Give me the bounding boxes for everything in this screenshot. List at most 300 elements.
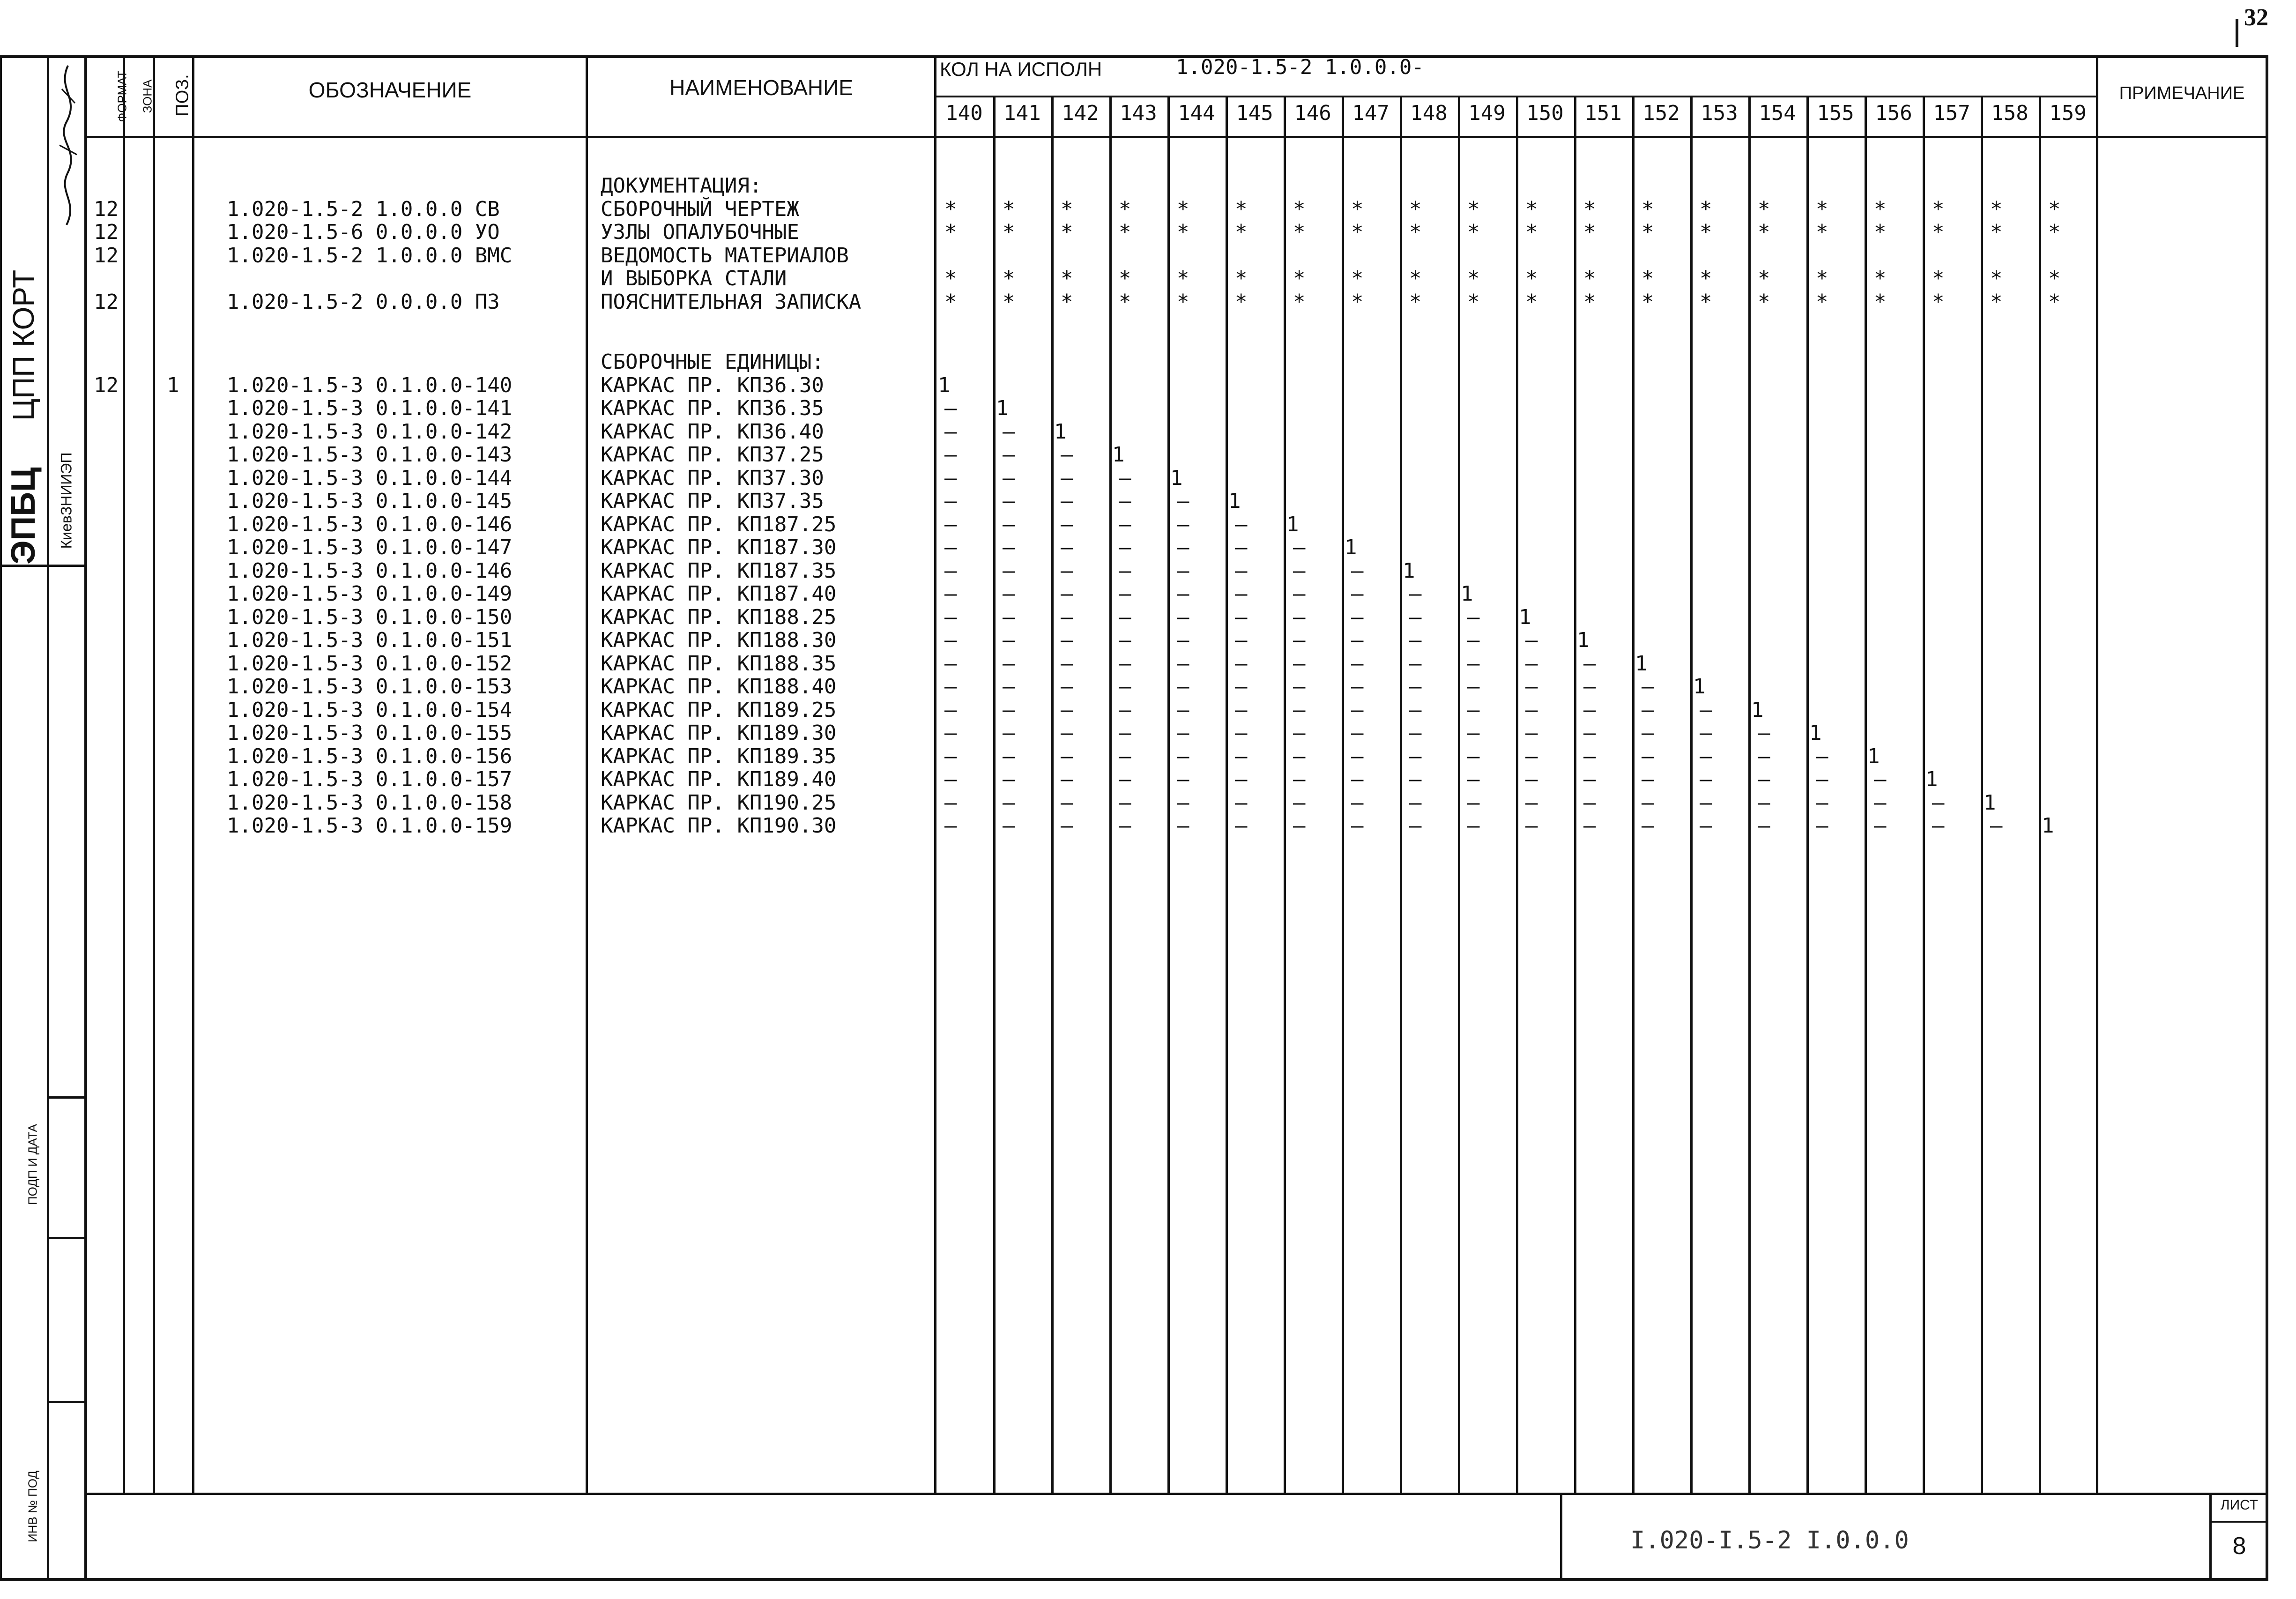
row-qty-mark: 1	[1809, 721, 1822, 745]
row-qty-mark: *	[1061, 197, 1073, 221]
row-qty-mark: *	[1583, 220, 1596, 244]
row-qty-mark: –	[1467, 698, 1480, 722]
row-qty-mark: –	[1816, 767, 1828, 792]
row-qty-mark: –	[944, 466, 957, 490]
qty-column-header: 146	[1294, 101, 1331, 125]
row-qty-mark: –	[1467, 605, 1480, 629]
row-qty-mark: –	[1293, 698, 1306, 722]
row-qty-mark: –	[1119, 790, 1131, 815]
row-qty-mark: –	[1003, 698, 1015, 722]
qty-column-header: 147	[1352, 101, 1389, 125]
row-qty-mark: *	[1932, 220, 1945, 244]
row-qty-mark: 1	[1345, 535, 1357, 560]
row-qty-mark: –	[1293, 721, 1306, 745]
header-note: ПРИМЕЧАНИЕ	[2119, 83, 2245, 103]
qty-column-header: 158	[1991, 101, 2029, 125]
row-qty-mark: –	[1177, 535, 1189, 560]
row-qty-mark: –	[1235, 767, 1248, 792]
row-qty-mark: *	[1990, 267, 2003, 290]
row-qty-mark: –	[1816, 790, 1828, 815]
row-designation: 1.020-1.5-3 0.1.0.0-147	[227, 535, 513, 560]
row-qty-mark: –	[1235, 651, 1248, 676]
row-qty-mark: *	[1990, 290, 2003, 314]
row-qty-mark: –	[1990, 814, 2003, 838]
row-qty-mark: –	[1235, 675, 1248, 699]
row-qty-mark: –	[1932, 790, 1945, 815]
row-qty-mark: –	[1235, 698, 1248, 722]
row-designation: 1.020-1.5-3 0.1.0.0-152	[227, 651, 513, 676]
qty-column-header: 150	[1526, 101, 1564, 125]
row-name: КАРКАС ПР. КП187.40	[601, 582, 837, 606]
row-name: КАРКАС ПР. КП190.25	[601, 790, 837, 815]
row-qty-mark: –	[1467, 814, 1480, 838]
qty-column-divider	[1226, 96, 1228, 1494]
row-qty-mark: 1	[1170, 466, 1183, 490]
row-qty-mark: –	[1874, 767, 1887, 792]
qty-column-header: 154	[1759, 101, 1796, 125]
row-qty-mark: –	[1003, 535, 1015, 560]
row-qty-mark: *	[1293, 197, 1306, 221]
row-name: КАРКАС ПР. КП37.35	[601, 489, 824, 513]
row-qty-mark: *	[1932, 290, 1945, 314]
row-qty-mark: –	[1003, 489, 1015, 513]
row-designation: 1.020-1.5-3 0.1.0.0-156	[227, 744, 513, 768]
row-qty-mark: –	[944, 767, 957, 792]
sheet-label: ЛИСТ	[2220, 1497, 2259, 1513]
row-qty-mark: –	[1525, 721, 1538, 745]
qty-column-header: 159	[2049, 101, 2087, 125]
row-qty-mark: 1	[1112, 443, 1125, 467]
row-qty-mark: –	[1119, 698, 1131, 722]
row-qty-mark: *	[1061, 220, 1073, 244]
row-qty-mark: –	[1932, 814, 1945, 838]
row-qty-mark: *	[1642, 220, 1654, 244]
row-qty-mark: –	[944, 721, 957, 745]
row-qty-mark: –	[1061, 535, 1073, 560]
row-qty-mark: –	[944, 744, 957, 768]
row-qty-mark: –	[1642, 744, 1654, 768]
row-name: КАРКАС ПР. КП188.35	[601, 651, 837, 676]
row-designation: 1.020-1.5-3 0.1.0.0-155	[227, 721, 513, 745]
row-qty-mark: –	[1642, 767, 1654, 792]
row-qty-mark: –	[1409, 744, 1422, 768]
row-qty-mark: –	[1003, 814, 1015, 838]
row-designation: 1.020-1.5-3 0.1.0.0-154	[227, 698, 513, 722]
qty-column-divider	[1923, 96, 1925, 1494]
header-qty-code: 1.020-1.5-2 1.0.0.0-	[1176, 55, 1424, 79]
row-qty-mark: –	[1409, 605, 1422, 629]
row-qty-mark: *	[1409, 220, 1422, 244]
row-qty-mark: –	[1293, 605, 1306, 629]
row-qty-mark: –	[1758, 767, 1770, 792]
row-designation: 1.020-1.5-3 0.1.0.0-149	[227, 582, 513, 606]
row-qty-mark: 1	[1461, 582, 1473, 606]
row-qty-mark: *	[1758, 197, 1770, 221]
row-qty-mark: –	[1351, 721, 1364, 745]
row-qty-mark: *	[1467, 197, 1480, 221]
row-designation: 1.020-1.5-3 0.1.0.0-142	[227, 419, 513, 444]
row-qty-mark: –	[1061, 558, 1073, 583]
row-name: КАРКАС ПР. КП187.30	[601, 535, 837, 560]
row-qty-mark: –	[1177, 767, 1189, 792]
row-qty-mark: –	[1700, 698, 1712, 722]
row-qty-mark: *	[1583, 267, 1596, 290]
row-qty-mark: –	[1525, 790, 1538, 815]
row-designation: 1.020-1.5-2 1.0.0.0 ВМС	[227, 243, 513, 268]
row-qty-mark: –	[1467, 628, 1480, 653]
row-designation: 1.020-1.5-3 0.1.0.0-150	[227, 605, 513, 629]
row-qty-mark: –	[944, 443, 957, 467]
row-designation: 1.020-1.5-2 0.0.0.0 ПЗ	[227, 290, 500, 314]
row-name: КАРКАС ПР. КП188.40	[601, 675, 837, 699]
row-qty-mark: –	[1293, 767, 1306, 792]
row-qty-mark: –	[1583, 814, 1596, 838]
row-qty-mark: –	[1583, 651, 1596, 676]
row-qty-mark: –	[944, 814, 957, 838]
row-qty-mark: –	[1642, 721, 1654, 745]
row-qty-mark: –	[1351, 582, 1364, 606]
qty-column-divider	[993, 96, 996, 1494]
row-qty-mark: *	[1990, 197, 2003, 221]
row-qty-mark: –	[944, 489, 957, 513]
row-qty-mark: *	[1235, 267, 1248, 290]
row-qty-mark: –	[1583, 721, 1596, 745]
row-qty-mark: –	[1583, 698, 1596, 722]
row-qty-mark: –	[1351, 698, 1364, 722]
row-name: ДОКУМЕНТАЦИЯ:	[601, 174, 762, 198]
row-qty-mark: *	[1119, 220, 1131, 244]
row-qty-mark: –	[1700, 744, 1712, 768]
row-qty-mark: –	[1119, 721, 1131, 745]
row-qty-mark: –	[1119, 535, 1131, 560]
row-qty-mark: –	[1003, 605, 1015, 629]
row-qty-mark: 1	[2042, 814, 2054, 838]
row-name: ВЕДОМОСТЬ МАТЕРИАЛОВ	[601, 243, 849, 268]
row-qty-mark: –	[1177, 675, 1189, 699]
row-qty-mark: –	[1700, 767, 1712, 792]
row-qty-mark: –	[1467, 744, 1480, 768]
row-qty-mark: –	[1061, 512, 1073, 536]
qty-column-divider	[1806, 96, 1809, 1494]
row-qty-mark: –	[1003, 767, 1015, 792]
row-qty-mark: *	[1119, 290, 1131, 314]
qty-column-divider	[1690, 96, 1693, 1494]
row-qty-mark: –	[1119, 744, 1131, 768]
row-qty-mark: *	[2048, 197, 2061, 221]
row-qty-mark: *	[1177, 220, 1189, 244]
row-qty-mark: *	[1758, 220, 1770, 244]
row-qty-mark: *	[1874, 267, 1887, 290]
row-qty-mark: –	[1351, 651, 1364, 676]
row-qty-mark: –	[1235, 814, 1248, 838]
row-designation: 1.020-1.5-3 0.1.0.0-158	[227, 790, 513, 815]
row-qty-mark: *	[1525, 197, 1538, 221]
row-qty-mark: –	[1119, 605, 1131, 629]
row-qty-mark: 1	[1693, 675, 1706, 699]
row-qty-mark: 1	[1925, 767, 1938, 792]
row-qty-mark: *	[2048, 267, 2061, 290]
row-designation: 1.020-1.5-6 0.0.0.0 УО	[227, 220, 500, 244]
row-qty-mark: *	[1003, 220, 1015, 244]
row-qty-mark: –	[1235, 790, 1248, 815]
qty-column-header: 149	[1468, 101, 1506, 125]
row-format: 12	[94, 243, 119, 268]
row-qty-mark: –	[1409, 814, 1422, 838]
row-designation: 1.020-1.5-3 0.1.0.0-151	[227, 628, 513, 653]
row-qty-mark: –	[1816, 814, 1828, 838]
row-qty-mark: –	[1119, 675, 1131, 699]
row-qty-mark: –	[1409, 790, 1422, 815]
row-qty-mark: –	[944, 582, 957, 606]
header-pos: ПОЗ.	[172, 74, 193, 117]
qty-column-divider	[1400, 96, 1402, 1494]
row-qty-mark: –	[1003, 443, 1015, 467]
row-qty-mark: –	[1293, 582, 1306, 606]
row-qty-mark: –	[1583, 790, 1596, 815]
row-qty-mark: –	[1409, 721, 1422, 745]
row-qty-mark: –	[1235, 535, 1248, 560]
row-qty-mark: –	[1525, 628, 1538, 653]
header-designation: ОБОЗНАЧЕНИЕ	[308, 78, 472, 102]
row-qty-mark: *	[1874, 220, 1887, 244]
row-qty-mark: *	[1293, 290, 1306, 314]
qty-column-header: 157	[1933, 101, 1970, 125]
qty-column-divider	[1516, 96, 1518, 1494]
row-name: КАРКАС ПР. КП36.30	[601, 373, 824, 397]
row-qty-mark: –	[1177, 721, 1189, 745]
row-qty-mark: –	[944, 419, 957, 444]
row-qty-mark: –	[1061, 628, 1073, 653]
row-qty-mark: –	[1235, 721, 1248, 745]
row-qty-mark: –	[1874, 814, 1887, 838]
row-qty-mark: –	[1351, 790, 1364, 815]
page-number-tick	[2236, 19, 2238, 47]
row-qty-mark: –	[944, 605, 957, 629]
row-qty-mark: *	[1177, 197, 1189, 221]
stamp-date-label: ПОДП И ДАТА	[25, 1123, 40, 1205]
row-qty-mark: –	[1351, 767, 1364, 792]
qty-column-divider	[1342, 96, 1344, 1494]
row-qty-mark: –	[1525, 698, 1538, 722]
row-qty-mark: *	[1351, 267, 1364, 290]
row-name: КАРКАС ПР. КП188.25	[601, 605, 837, 629]
row-qty-mark: –	[1235, 744, 1248, 768]
row-qty-mark: *	[1235, 290, 1248, 314]
row-qty-mark: –	[1235, 628, 1248, 653]
row-qty-mark: –	[1119, 767, 1131, 792]
row-designation: 1.020-1.5-3 0.1.0.0-145	[227, 489, 513, 513]
row-qty-mark: *	[1119, 197, 1131, 221]
row-qty-mark: –	[1583, 744, 1596, 768]
row-qty-mark: *	[1003, 267, 1015, 290]
row-qty-mark: –	[1525, 651, 1538, 676]
row-qty-mark: –	[1293, 790, 1306, 815]
row-qty-mark: *	[1351, 290, 1364, 314]
row-qty-mark: *	[1177, 290, 1189, 314]
row-qty-mark: –	[1525, 744, 1538, 768]
row-qty-mark: –	[1874, 790, 1887, 815]
row-qty-mark: *	[1816, 197, 1828, 221]
row-qty-mark: –	[1293, 651, 1306, 676]
qty-column-divider	[1865, 96, 1867, 1494]
row-qty-mark: –	[944, 628, 957, 653]
qty-column-header: 153	[1701, 101, 1738, 125]
row-qty-mark: *	[1700, 267, 1712, 290]
row-qty-mark: –	[1351, 628, 1364, 653]
row-qty-mark: –	[1467, 651, 1480, 676]
row-qty-mark: –	[1177, 605, 1189, 629]
row-qty-mark: *	[1061, 267, 1073, 290]
row-qty-mark: *	[1583, 290, 1596, 314]
row-designation: 1.020-1.5-3 0.1.0.0-140	[227, 373, 513, 397]
row-qty-mark: –	[1583, 675, 1596, 699]
row-qty-mark: –	[1177, 489, 1189, 513]
row-qty-mark: *	[1583, 197, 1596, 221]
row-qty-mark: –	[1409, 651, 1422, 676]
row-qty-mark: *	[1467, 290, 1480, 314]
qty-column-header: 140	[945, 101, 983, 125]
row-qty-mark: 1	[1867, 744, 1880, 768]
row-designation: 1.020-1.5-2 1.0.0.0 СВ	[227, 197, 500, 221]
qty-column-divider	[1574, 96, 1576, 1494]
row-name: КАРКАС ПР. КП187.35	[601, 558, 837, 583]
row-qty-mark: –	[1061, 489, 1073, 513]
row-qty-mark: *	[1525, 267, 1538, 290]
row-qty-mark: –	[944, 698, 957, 722]
row-qty-mark: –	[1177, 512, 1189, 536]
row-qty-mark: –	[1409, 628, 1422, 653]
qty-column-header: 141	[1003, 101, 1041, 125]
row-qty-mark: –	[1177, 790, 1189, 815]
row-qty-mark: –	[1758, 814, 1770, 838]
row-qty-mark: *	[1293, 267, 1306, 290]
row-format: 12	[94, 373, 119, 397]
row-qty-mark: 1	[1403, 558, 1415, 583]
row-qty-mark: –	[944, 512, 957, 536]
row-qty-mark: –	[1583, 767, 1596, 792]
row-qty-mark: –	[1119, 628, 1131, 653]
row-qty-mark: –	[1119, 814, 1131, 838]
row-designation: 1.020-1.5-3 0.1.0.0-153	[227, 675, 513, 699]
row-qty-mark: –	[1061, 814, 1073, 838]
row-qty-mark: *	[944, 220, 957, 244]
row-qty-mark: –	[1700, 721, 1712, 745]
row-qty-mark: –	[1119, 558, 1131, 583]
row-qty-mark: –	[1003, 512, 1015, 536]
qty-column-header: 148	[1410, 101, 1448, 125]
row-qty-mark: *	[1003, 290, 1015, 314]
row-qty-mark: –	[1119, 651, 1131, 676]
row-qty-mark: –	[1351, 558, 1364, 583]
row-qty-mark: –	[1409, 698, 1422, 722]
row-qty-mark: –	[1467, 767, 1480, 792]
row-qty-mark: –	[1293, 628, 1306, 653]
row-name: КАРКАС ПР. КП37.30	[601, 466, 824, 490]
row-name: КАРКАС ПР. КП189.25	[601, 698, 837, 722]
stamp-inv-label: ИНВ № ПОД	[25, 1470, 40, 1543]
row-qty-mark: *	[1177, 267, 1189, 290]
row-format: 12	[94, 290, 119, 314]
row-qty-mark: –	[1293, 744, 1306, 768]
row-qty-mark: –	[1003, 651, 1015, 676]
row-qty-mark: *	[1351, 197, 1364, 221]
row-qty-mark: –	[1061, 651, 1073, 676]
row-qty-mark: *	[1642, 267, 1654, 290]
row-qty-mark: *	[1119, 267, 1131, 290]
row-qty-mark: –	[1061, 790, 1073, 815]
row-qty-mark: –	[1061, 698, 1073, 722]
row-qty-mark: *	[1525, 220, 1538, 244]
row-name: КАРКАС ПР. КП189.35	[601, 744, 837, 768]
row-qty-mark: –	[1525, 767, 1538, 792]
qty-column-divider	[1981, 96, 1983, 1494]
row-qty-mark: *	[2048, 290, 2061, 314]
row-designation: 1.020-1.5-3 0.1.0.0-157	[227, 767, 513, 792]
row-qty-mark: –	[1177, 744, 1189, 768]
row-qty-mark: –	[1525, 814, 1538, 838]
row-qty-mark: –	[1816, 744, 1828, 768]
row-qty-mark: –	[944, 535, 957, 560]
row-qty-mark: –	[1700, 790, 1712, 815]
qty-column-header: 152	[1642, 101, 1680, 125]
row-qty-mark: *	[1700, 220, 1712, 244]
row-name: УЗЛЫ ОПАЛУБОЧНЫЕ	[601, 220, 799, 244]
row-qty-mark: *	[944, 197, 957, 221]
row-qty-mark: –	[1003, 790, 1015, 815]
row-name: КАРКАС ПР. КП190.30	[601, 814, 837, 838]
row-qty-mark: –	[1351, 744, 1364, 768]
row-qty-mark: –	[1467, 675, 1480, 699]
row-qty-mark: *	[1409, 290, 1422, 314]
row-qty-mark: *	[1700, 197, 1712, 221]
row-qty-mark: *	[1874, 290, 1887, 314]
qty-column-divider	[1109, 96, 1112, 1494]
qty-column-header: 143	[1120, 101, 1157, 125]
row-qty-mark: –	[1003, 744, 1015, 768]
row-name: КАРКАС ПР. КП189.30	[601, 721, 837, 745]
row-qty-mark: –	[1177, 628, 1189, 653]
row-qty-mark: –	[1409, 582, 1422, 606]
row-qty-mark: –	[1061, 443, 1073, 467]
row-qty-mark: 1	[938, 373, 951, 397]
row-qty-mark: –	[1177, 558, 1189, 583]
row-qty-mark: –	[1061, 767, 1073, 792]
header-name: НАИМЕНОВАНИЕ	[669, 75, 853, 100]
qty-column-divider	[2039, 96, 2041, 1494]
qty-column-header: 151	[1584, 101, 1622, 125]
row-designation: 1.020-1.5-3 0.1.0.0-159	[227, 814, 513, 838]
row-qty-mark: –	[1003, 721, 1015, 745]
qty-column-divider	[1458, 96, 1460, 1494]
row-qty-mark: *	[1003, 197, 1015, 221]
row-designation: 1.020-1.5-3 0.1.0.0-144	[227, 466, 513, 490]
row-name: КАРКАС ПР. КП36.35	[601, 396, 824, 421]
row-name: КАРКАС ПР. КП188.30	[601, 628, 837, 653]
row-qty-mark: –	[1409, 767, 1422, 792]
row-qty-mark: 1	[1984, 790, 1996, 815]
qty-column-header: 144	[1178, 101, 1215, 125]
signature-image	[52, 61, 83, 230]
row-designation: 1.020-1.5-3 0.1.0.0-146	[227, 512, 513, 536]
row-format: 12	[94, 197, 119, 221]
row-qty-mark: *	[944, 267, 957, 290]
row-qty-mark: *	[1932, 267, 1945, 290]
stamp-org: ЭПБЦ	[5, 467, 42, 565]
row-qty-mark: *	[1525, 290, 1538, 314]
row-qty-mark: –	[1003, 582, 1015, 606]
row-qty-mark: –	[1061, 675, 1073, 699]
row-qty-mark: –	[944, 558, 957, 583]
